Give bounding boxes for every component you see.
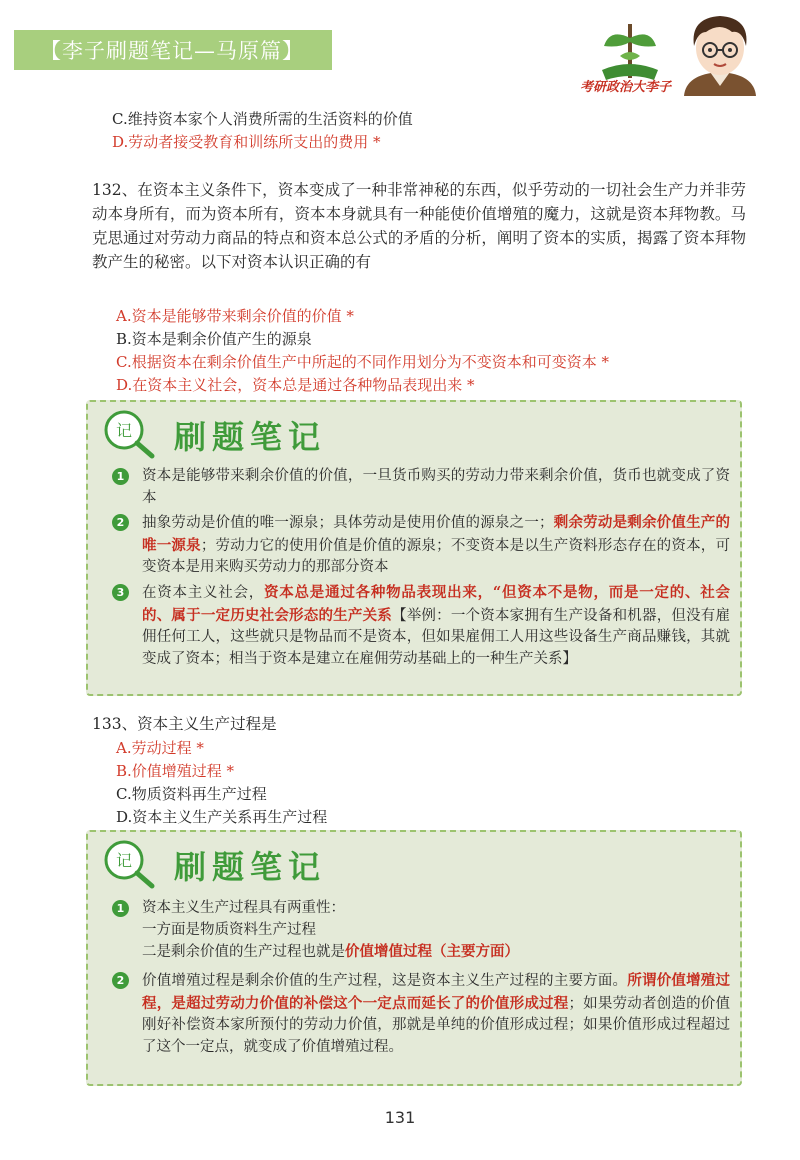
note1-item-2: 2 抽象劳动是价值的唯一源泉；具体劳动是使用价值的源泉之一；剩余劳动是剩余价值生产的唯一源泉；劳动力它的使用价值是价值的源泉；不变资本是以生产资料形态存在的资本，可变资本是用来购买劳动力的那部分资本 <box>142 512 730 579</box>
note-box-1 <box>86 400 742 696</box>
page-number: 131 <box>384 1108 416 1127</box>
question-133-text: 133、资本主义生产过程是 <box>92 715 277 733</box>
q132-option-c: C.根据资本在剩余价值生产中所起的不同作用划分为不变资本和可变资本 * <box>116 353 609 371</box>
note2-item-2: 2 价值增殖过程是剩余价值的生产过程，这是资本主义生产过程的主要方面。所谓价值增殖过程，是超过劳动力价值的补偿这个一定点而延长了的价值形成过程；如果劳动者创造的价值刚好补偿资本家所预付的劳动力价值，那就是单纯的价值形成过程；如果价值形成过程超过了这个一定点，就变成了价值增殖过程。 <box>142 970 730 1058</box>
note-title: 刷题笔记 <box>174 848 327 886</box>
header-banner <box>14 30 332 70</box>
option-d-prev: D.劳动者接受教育和训练所支出的费用 * <box>112 133 381 151</box>
q132-option-b: B.资本是剩余价值产生的源泉 <box>116 330 312 348</box>
q132-option-d: D.在资本主义社会，资本总是通过各种物品表现出来 * <box>116 376 475 394</box>
option-c-prev: C.维持资本家个人消费所需的生活资料的价值 <box>112 110 413 128</box>
svg-text:记: 记 <box>115 851 133 870</box>
banner-title: 【李子刷题笔记—马原篇】 <box>40 39 304 63</box>
svg-text:记: 记 <box>115 421 133 440</box>
note1-item-3: 3 在资本主义社会，资本总是通过各种物品表现出来，“但资本不是物，而是一定的、社会的、属于一定历史社会形态的生产关系【举例：一个资本家拥有生产设备和机器，但没有雇佣任何工人，这些就只是物品而不是资本，但如果雇佣工人用这些设备生产商品赚钱，其就变成了资本；相当于资本是建立在雇佣劳动基础上的一种生产关系】 <box>142 582 730 670</box>
q133-option-d: D.资本主义生产关系再生产过程 <box>116 808 328 826</box>
note-magnifier-icon <box>100 408 158 460</box>
q133-option-b: B.价值增殖过程 * <box>116 762 235 780</box>
note-title: 刷题笔记 <box>174 418 327 456</box>
note-magnifier-icon <box>100 838 158 890</box>
q132-option-a: A.资本是能够带来剩余价值的价值 * <box>116 307 354 325</box>
number-badge-2: 2 <box>112 972 129 989</box>
number-badge-3: 3 <box>112 584 129 601</box>
question-132-text: 132、在资本主义条件下，资本变成了一种非常神秘的东西，似乎劳动的一切社会生产力并非劳动本身所有，而为资本所有，资本本身就具有一种能使价值增殖的魔力，这就是资本拜物教。马克思通过对劳动力商品的特点和资本总公式的矛盾的分析，阐明了资本的实质，揭露了资本拜物教产生的秘密。以下对资本认识正确的有 <box>92 181 746 271</box>
note1-item-1: 1 资本是能够带来剩余价值的价值，一旦货币购买的劳动力带来剩余价值，货币也就变成了资本 <box>142 466 730 509</box>
number-badge-1: 1 <box>112 468 129 485</box>
q133-option-c: C.物质资料再生产过程 <box>116 785 267 803</box>
number-badge-2: 2 <box>112 514 129 531</box>
number-badge-1: 1 <box>112 900 129 917</box>
logo-text: 考研政治大李子 <box>580 80 672 95</box>
q133-option-a: A.劳动过程 * <box>116 739 204 757</box>
note-box-2 <box>86 830 742 1086</box>
note2-item-1: 1 资本主义生产过程具有两重性： 一方面是物质资料生产过程 二是剩余价值的生产过程也就是价值增值过程（主要方面） <box>142 898 730 964</box>
avatar-illustration <box>676 10 764 96</box>
